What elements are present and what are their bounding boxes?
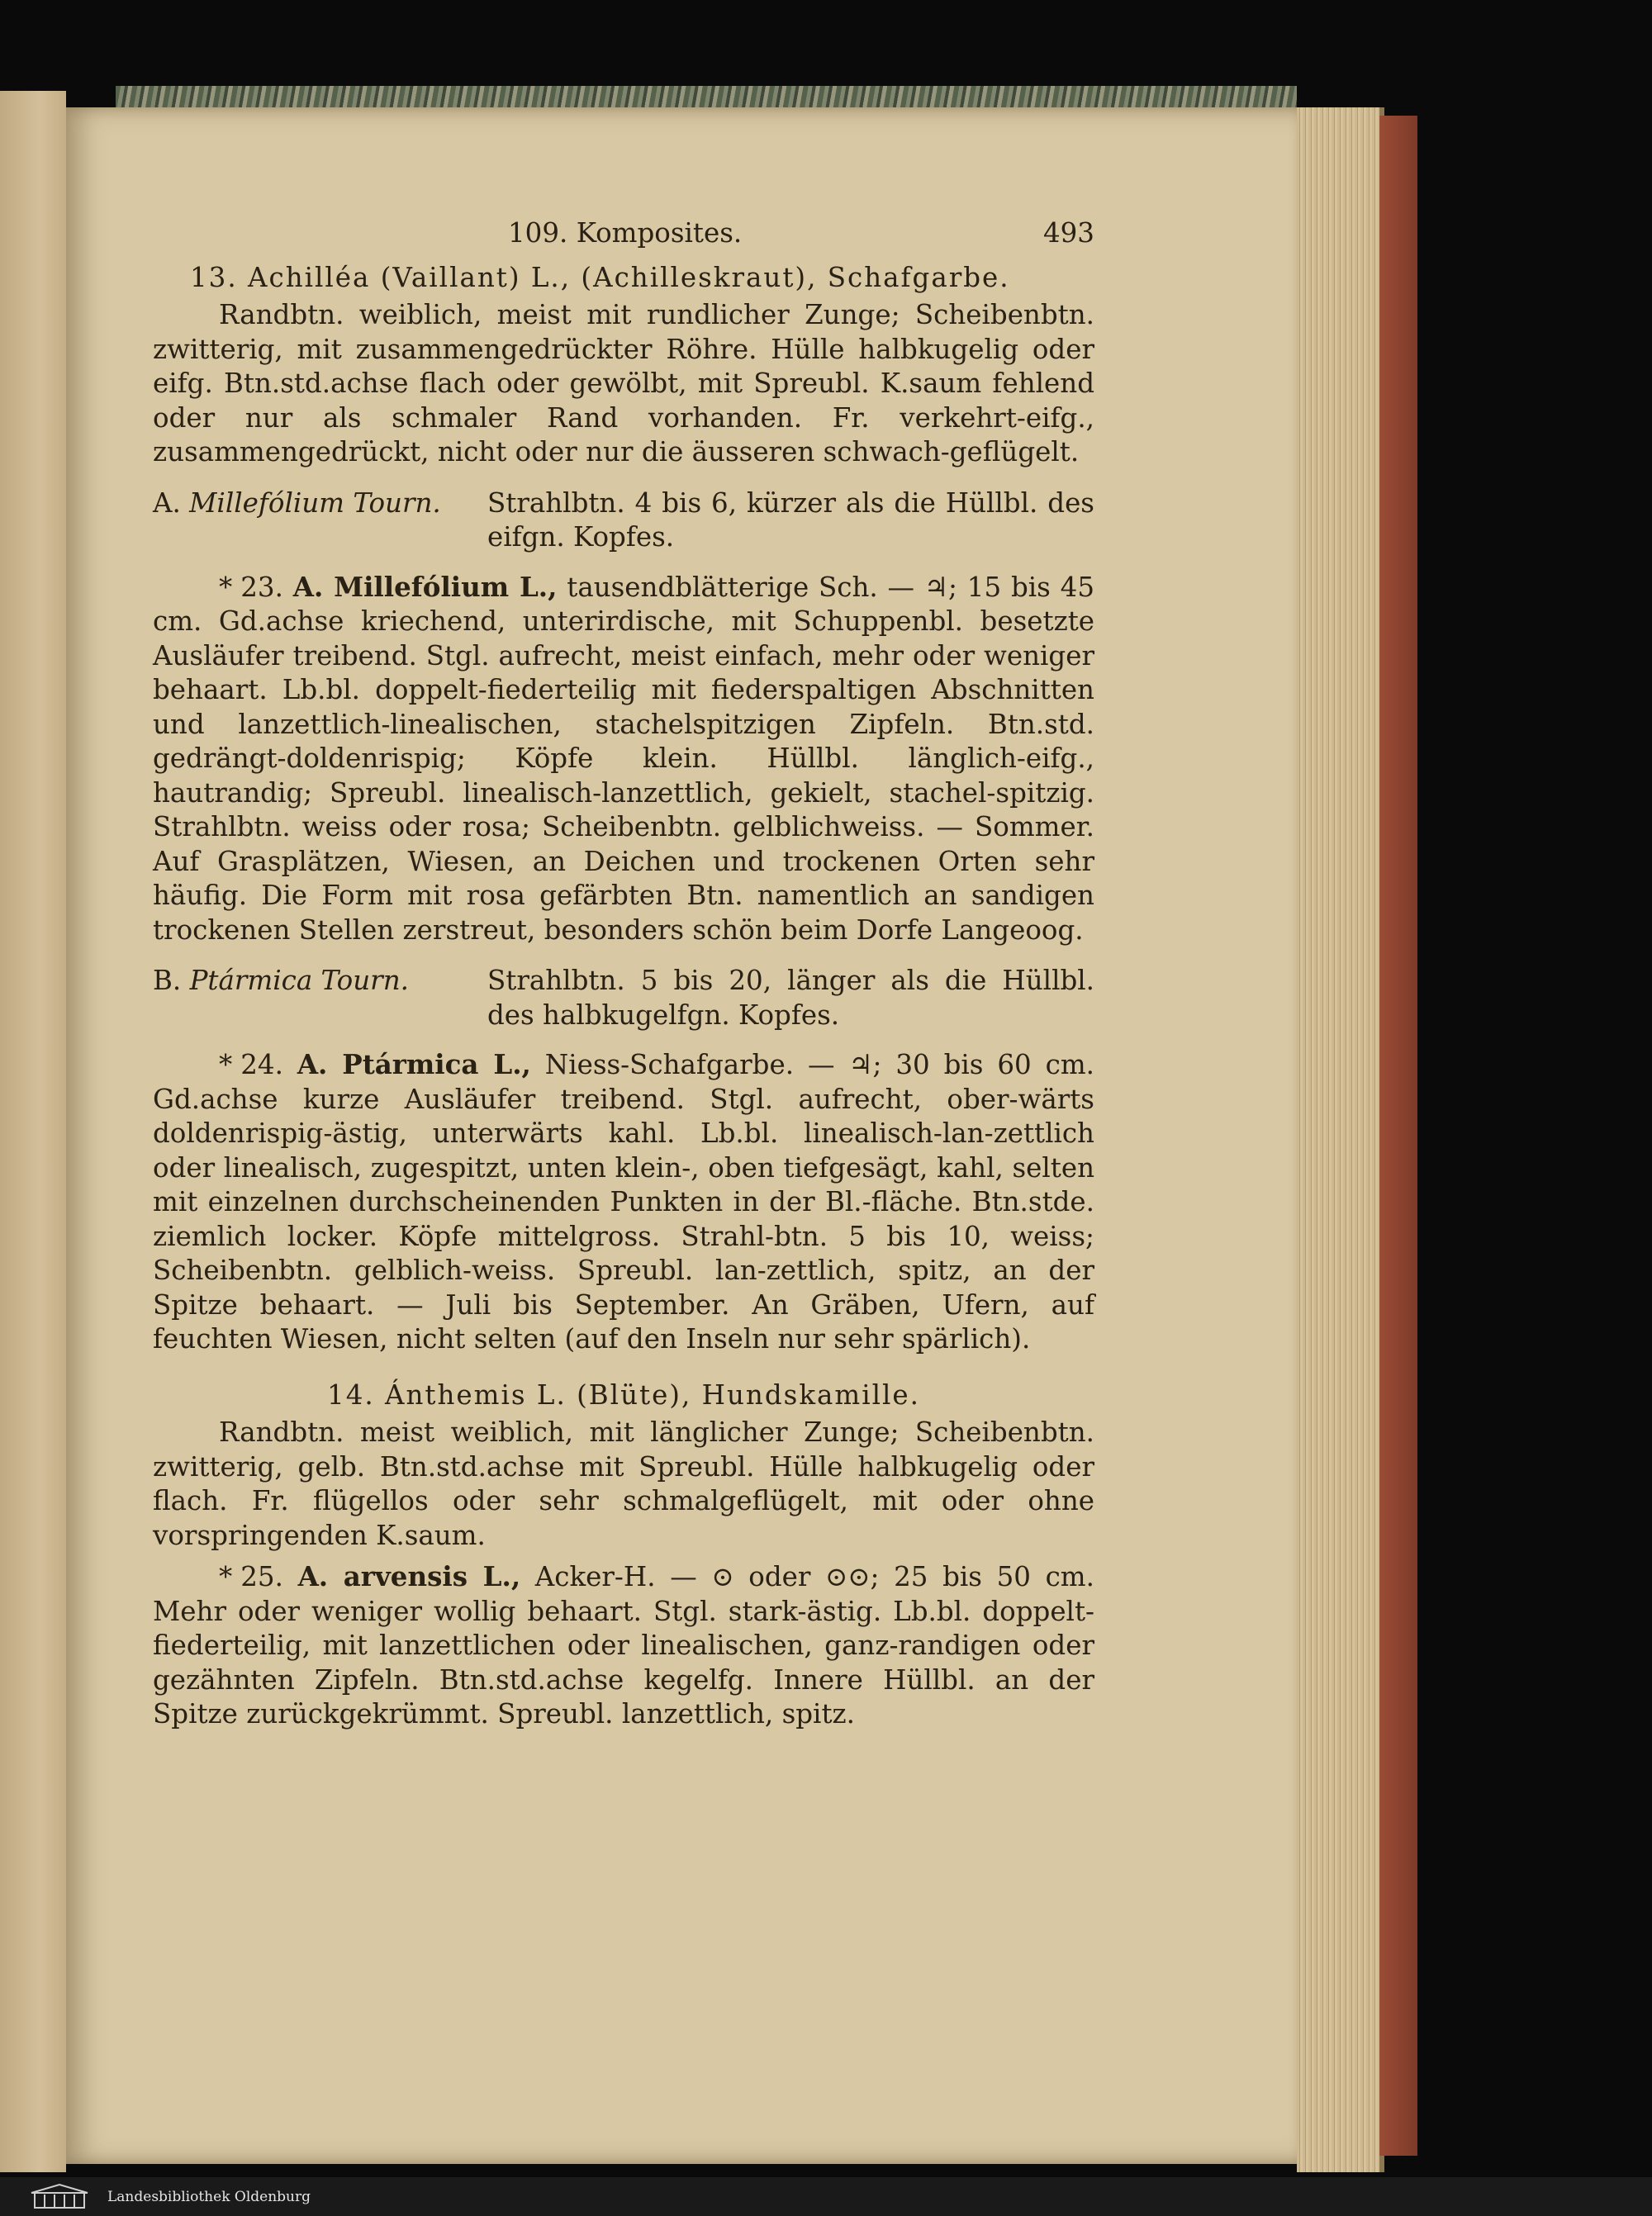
common-name: tausendblätterige Sch. —: [567, 571, 915, 603]
species-description: ; 15 bis 45 cm. Gd.achse kriechend, unterirdische, mit Schuppenbl. besetzte Ausläufer treibend. Stgl. aufrecht, meist einfach, mehr oder weniger behaart. Lb.bl. doppelt-fiederteilig mit fiederspaltigen Abschnitten und lanzettlich-linealischen, stachelspitzigen Zipfeln. Btn.std. gedrängt-doldenrispig; Köpfe klein. Hüllbl. länglich-eifg., hautrandig; Spreubl. linealisch-lanzettlich, gekielt, stachel-spitzig. Strahlbtn. weiss oder rosa; Scheibenbtn. gelblichweiss. — Sommer. Auf Grasplätzen, Wiesen, an Deichen und trockenen Orten sehr häufig. Die Form mit rosa gefärbten Btn. namentlich an sandigen trockenen Stellen zerstreut, besonders schön beim Dorfe Langeoog.: [153, 571, 1094, 946]
section-b-name: Ptármica Tourn.: [189, 965, 409, 996]
species-24: [153, 1047, 1094, 1357]
native-mark: *: [219, 1561, 233, 1592]
section-a-prefix: A.: [153, 486, 181, 519]
library-name: Landesbibliothek Oldenburg: [107, 2188, 311, 2205]
spacer: [153, 1357, 1094, 1374]
species-name: A. arvensis L.,: [297, 1560, 521, 1592]
section-b-label: [153, 964, 487, 1032]
running-head: 109. Komposites.: [508, 217, 743, 249]
genus-13-description: Randbtn. weiblich, meist mit rundlicher Zunge; Scheibenbtn. zwitterig, mit zusammengedrückter Röhre. Hülle halbkugelig oder eifg. Btn.std.achse flach oder gewölbt, mit Spreubl. K.saum fehlend oder nur als schmaler Rand vorhanden. Fr. verkehrt-eifg., zusammengedrückt, nicht oder nur die äusseren schwach-geflügelt.: [153, 299, 1094, 467]
common-name: Acker-H. —: [534, 1561, 697, 1592]
native-mark: *: [219, 1049, 233, 1080]
page-header: [153, 216, 1094, 251]
section-b-prefix: B.: [153, 965, 182, 996]
species-number: 25.: [240, 1561, 283, 1592]
genus-14-description: Randbtn. meist weiblich, mit länglicher Zunge; Scheibenbtn. zwitterig, gelb. Btn.std.achse mit Spreubl. Hülle halbkugelig oder flach. Fr. flügellos oder sehr schmalgeflügelt, mit oder ohne vorspringenden K.saum.: [153, 1416, 1094, 1551]
species-25: [153, 1559, 1094, 1732]
section-a: [153, 486, 1094, 555]
book-cover-edge: [1379, 116, 1417, 2156]
section-a-label: [153, 486, 487, 555]
species-name: A. Ptármica L.,: [297, 1048, 531, 1080]
species-23: [153, 570, 1094, 948]
biennial-symbol-icon: ⊙⊙: [825, 1561, 871, 1592]
section-a-diagnosis: Strahlbtn. 4 bis 6, kürzer als die Hüllbl. des eifgn. Kopfes.: [487, 486, 1094, 553]
section-b-diagnosis: Strahlbtn. 5 bis 20, länger als die Hüllbl. des halbkugelfgn. Kopfes.: [487, 965, 1094, 1031]
annual-symbol-icon: ⊙: [711, 1561, 734, 1592]
library-building-icon: [26, 2183, 93, 2211]
perennial-symbol-icon: ♃: [923, 571, 949, 603]
common-name: Niess-Schafgarbe. —: [544, 1049, 835, 1080]
page-stack-edge: [1297, 107, 1384, 2172]
perennial-symbol-icon: ♃: [848, 1049, 873, 1080]
species-number: 24.: [240, 1049, 283, 1080]
genus-14-heading: 14. Ánthemis L. (Blüte), Hundskamille.: [327, 1378, 920, 1411]
native-mark: *: [219, 571, 233, 603]
species-name: A. Millefólium L.,: [292, 570, 558, 603]
species-number: 23.: [240, 571, 283, 603]
footer-bar: [0, 2177, 1652, 2216]
page-number: 493: [1042, 217, 1094, 249]
species-description: ; 30 bis 60 cm. Gd.achse kurze Ausläufer treibend. Stgl. aufrecht, ober-wärts doldenrispig-ästig, unterwärts kahl. Lb.bl. linealisch-lan-zettlich oder linealisch, zugespitzt, unten klein-, oben tiefgesägt, kahl, selten mit einzelnen durchscheinenden Punkten in der Bl.-fläche. Btn.stde. ziemlich locker. Köpfe mittelgross. Strahl-btn. 5 bis 10, weiss; Scheibenbtn. gelblich-weiss. Spreubl. lan-zettlich, spitz, an der Spitze behaart. — Juli bis September. An Gräben, Ufern, auf feuchten Wiesen, nicht selten (auf den Inseln nur sehr spärlich).: [153, 1049, 1094, 1355]
left-page-edge: [0, 91, 66, 2172]
page-text: [153, 216, 1094, 1732]
connector-text: oder: [748, 1561, 811, 1592]
section-a-name: Millefólium Tourn.: [189, 486, 441, 519]
genus-13-heading: 13. Achilléa (Vaillant) L., (Achilleskraut), Schafgarbe.: [190, 261, 1010, 293]
species-description: ; 25 bis 50 cm. Mehr oder weniger wollig behaart. Stgl. stark-ästig. Lb.bl. doppelt-fiederteilig, mit lanzettlichen oder linealischen, ganz-randigen oder gezähnten Zipfeln. Btn.std.achse kegelfg. Innere Hüllbl. an der Spitze zurückgekrümmt. Spreubl. lanzettlich, spitz.: [153, 1561, 1094, 1730]
section-b: [153, 964, 1094, 1032]
